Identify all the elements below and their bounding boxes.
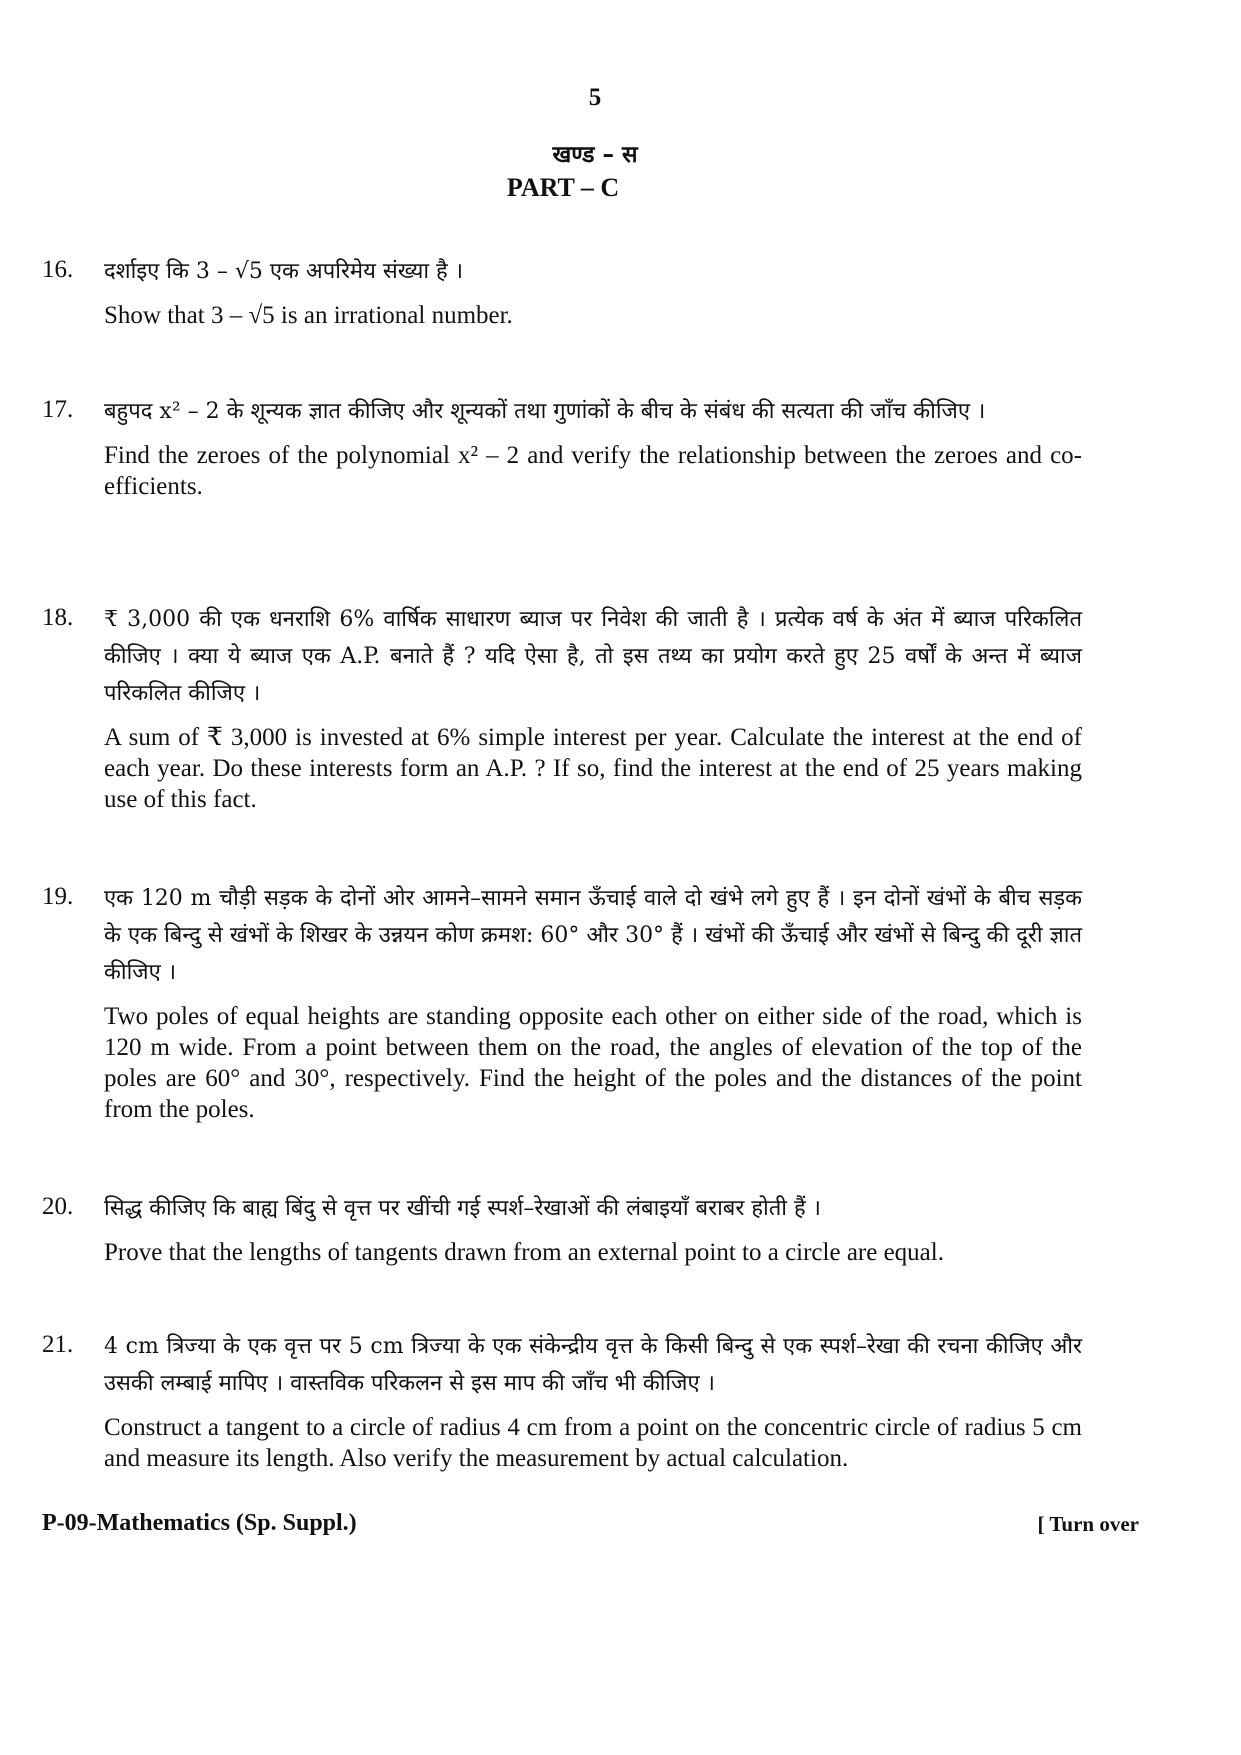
question-text-english: Show that 3 – √5 is an irrational number. — [104, 302, 513, 329]
question-text-english: Construct a tangent to a circle of radius 4 cm from a point on the concentric circle of radius 5 cm and measure its length. Also verify the measurement by actual calculation. — [104, 1414, 1082, 1472]
question-number: 19. — [42, 883, 74, 910]
question-text-hindi: ₹ 3,000 की एक धनराशि 6% वार्षिक साधारण ब्याज पर निवेश की जाती है । प्रत्येक वर्ष के अंत में ब्याज परिकलित कीजिए । क्या ये ब्याज एक A.P. बनाते हैं ? यदि ऐसा है, तो इस तथ्य का प्रयोग करते हुए 25 वर्षों के अन्त में ब्याज परिकलित कीजिए । — [104, 607, 1082, 706]
question-21 — [42, 1328, 1082, 1474]
question-text-hindi: सिद्ध कीजिए कि बाह्य बिंदु से वृत्त पर खींची गई स्पर्श–रेखाओं की लंबाइयाँ बराबर होती हैं । — [104, 1196, 821, 1221]
question-16 — [42, 253, 1082, 331]
question-18 — [42, 601, 1082, 815]
question-text-english: A sum of ₹ 3,000 is invested at 6% simple interest per year. Calculate the interest at the end of each year. Do these interests form an A.P. ? If so, find the interest at the end of 25 years making use of this fact. — [104, 724, 1082, 813]
question-text-english: Find the zeroes of the polynomial x² – 2 and verify the relationship between the zeroes and co-efficients. — [104, 442, 1082, 500]
question-text-hindi: दर्शाइए कि 3 – √5 एक अपरिमेय संख्या है । — [104, 259, 464, 284]
question-number: 18. — [42, 604, 74, 631]
question-20 — [42, 1190, 1082, 1268]
question-19 — [42, 880, 1082, 1125]
question-number: 21. — [42, 1331, 74, 1358]
question-number: 16. — [42, 256, 74, 283]
question-text-hindi: बहुपद x² – 2 के शून्यक ज्ञात कीजिए और शून्यकों तथा गुणांकों के बीच के संबंध की सत्यता की जाँच कीजिए । — [104, 399, 986, 424]
question-number: 20. — [42, 1193, 74, 1220]
part-title-hindi: खण्ड – स — [552, 142, 638, 168]
question-text-hindi: एक 120 m चौड़ी सड़क के दोनों ओर आमने–सामने समान ऊँचाई वाले दो खंभे लगे हुए हैं । इन दोनों खंभों के बीच सड़क के एक बिन्दु से खंभों के शिखर के उन्नयन कोण क्रमश: 60° और 30° हैं । खंभों की ऊँचाई और खंभों से बिन्दु की दूरी ज्ञात कीजिए । — [104, 886, 1082, 985]
turn-over-note: [ Turn over — [1037, 1512, 1139, 1536]
paper-code: P-09-Mathematics (Sp. Suppl.) — [42, 1510, 357, 1536]
question-text-english: Prove that the lengths of tangents drawn from an external point to a circle are equal. — [104, 1239, 944, 1266]
question-number: 17. — [42, 396, 74, 423]
question-17 — [42, 393, 1082, 502]
question-text-english: Two poles of equal heights are standing opposite each other on either side of the road, which is 120 m wide. From a point between them on the road, the angles of elevation of the top of the poles are 60° and 30°, respectively. Find the height of the poles and the distances of the point from the poles. — [104, 1003, 1082, 1123]
page-number: 5 — [588, 84, 602, 111]
question-text-hindi: 4 cm त्रिज्या के एक वृत्त पर 5 cm त्रिज्या के एक संकेन्द्रीय वृत्त के किसी बिन्दु से एक स्पर्श–रेखा की रचना कीजिए और उसकी लम्बाई मापिए । वास्तविक परिकलन से इस माप की जाँच भी कीजिए । — [104, 1334, 1082, 1396]
part-title-english: PART – C — [506, 173, 620, 202]
